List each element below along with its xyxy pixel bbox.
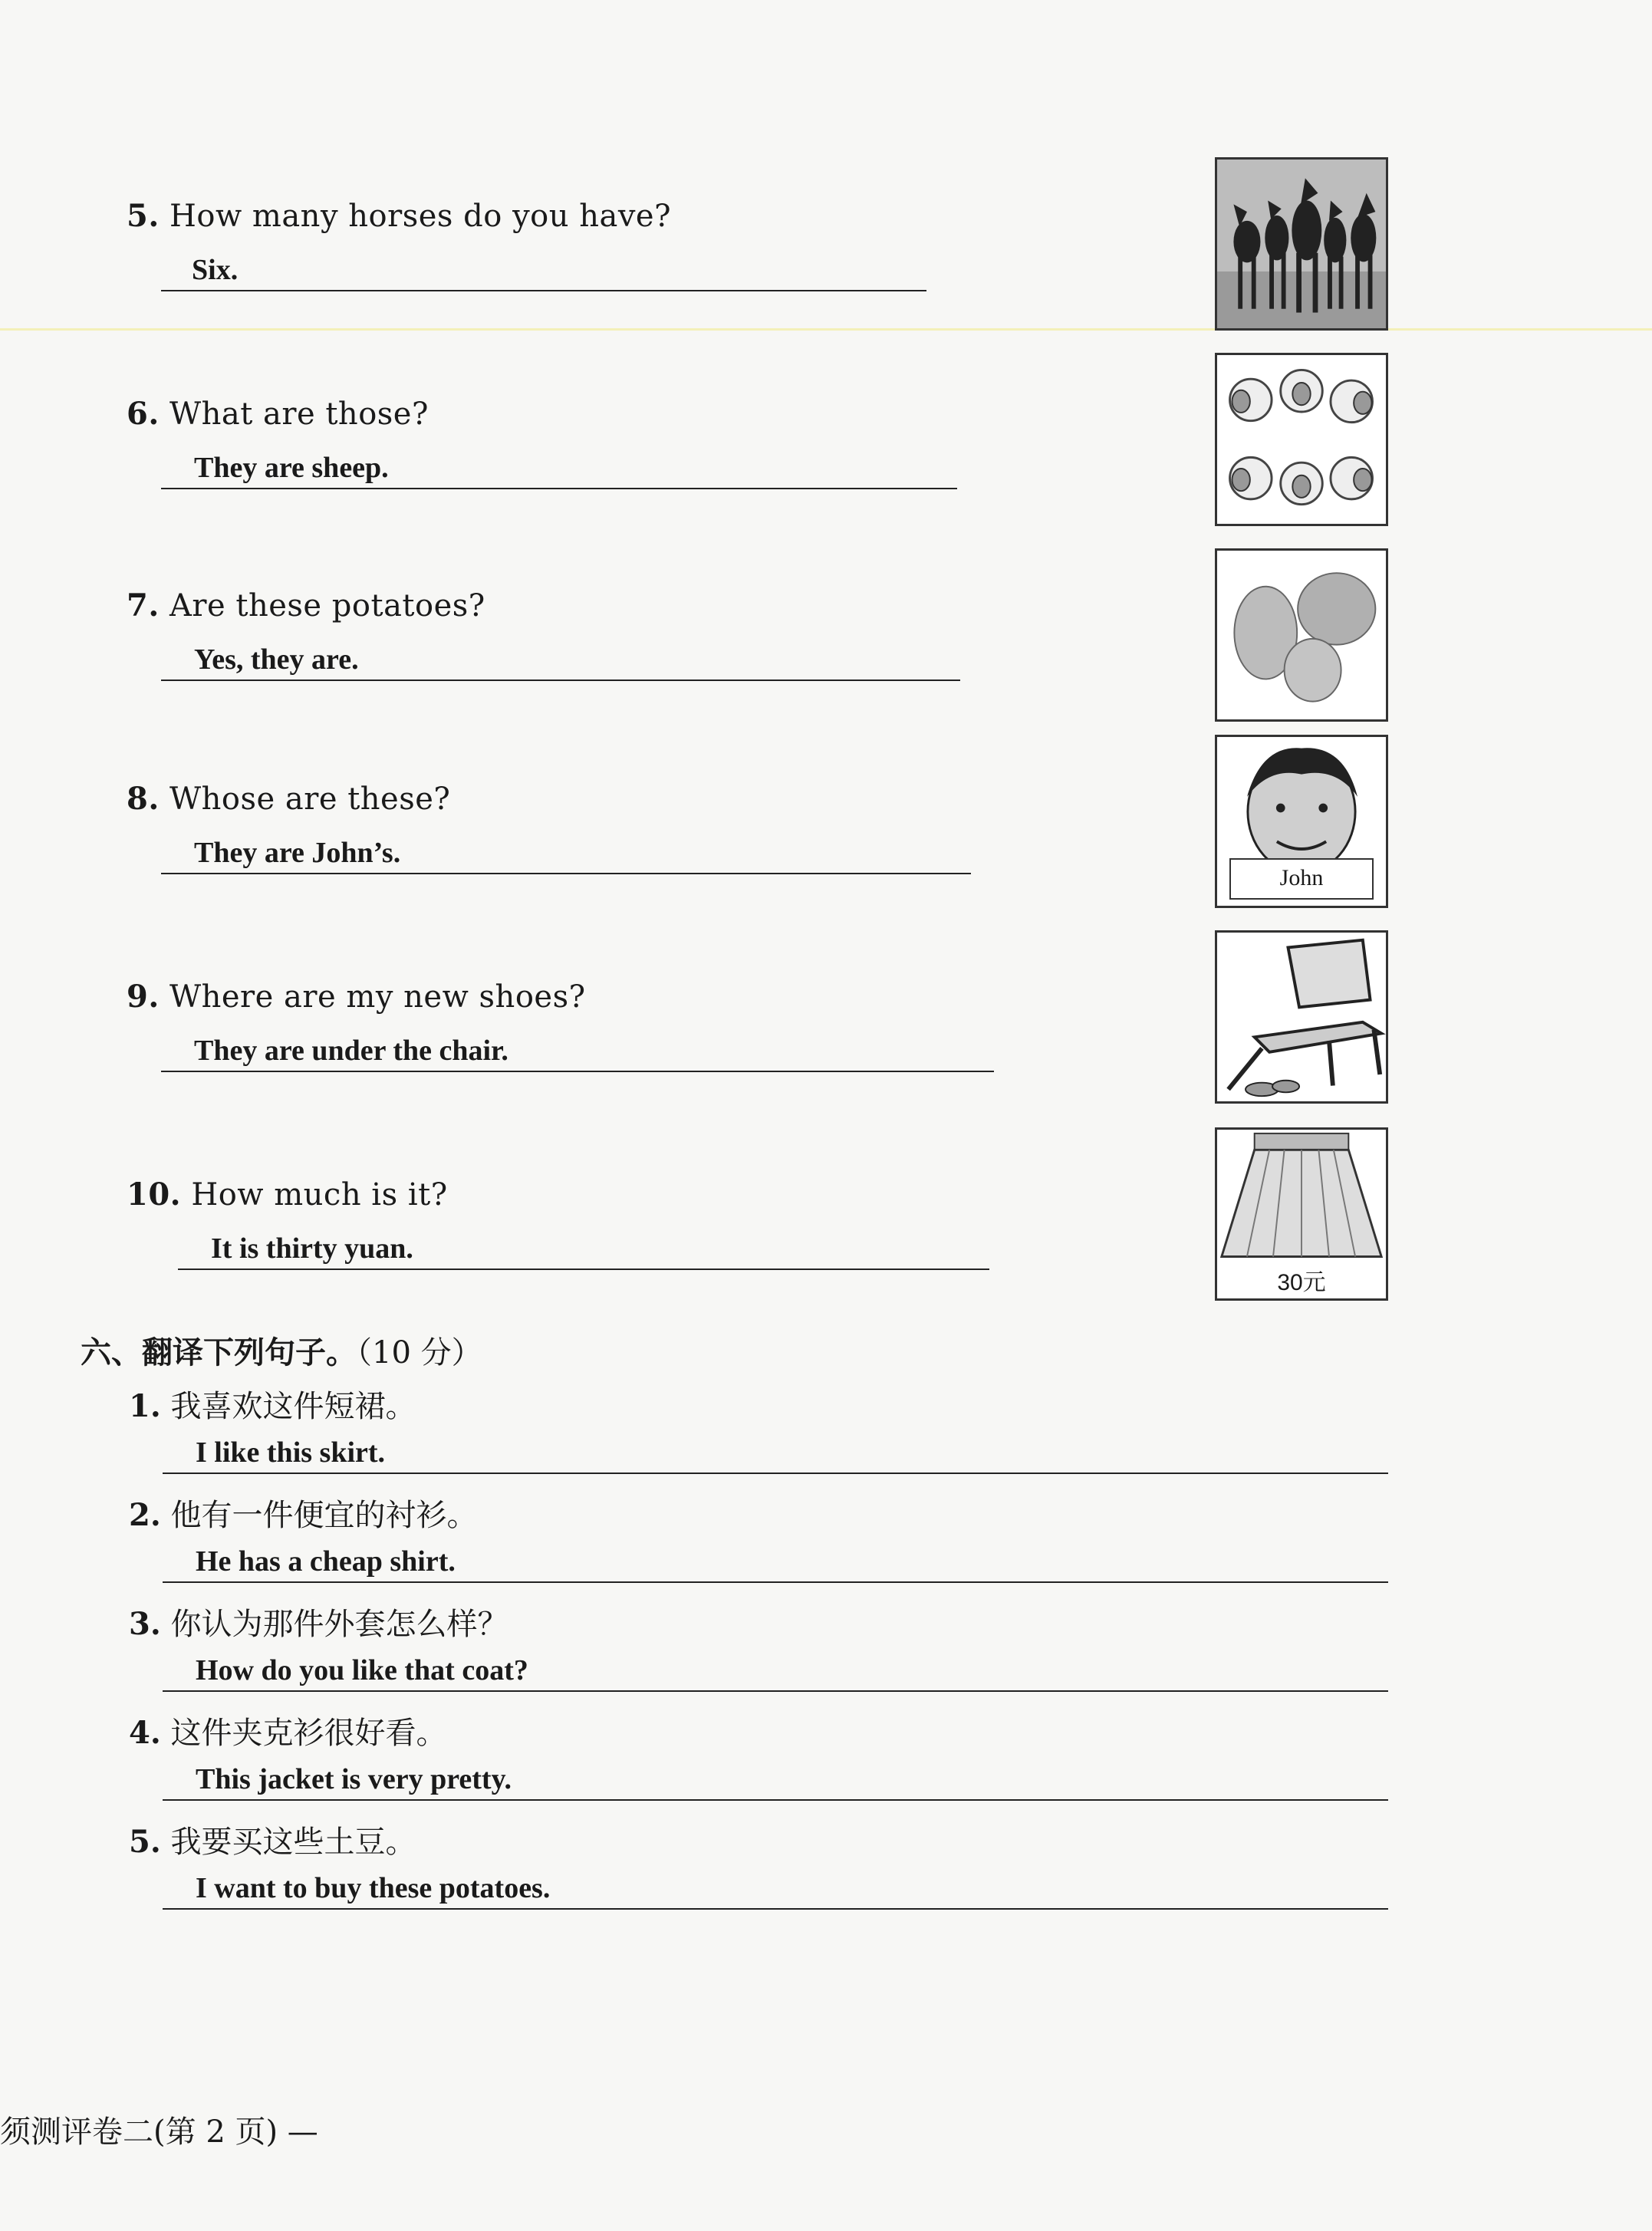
question-number: 7. bbox=[127, 587, 160, 624]
translate-item-3 bbox=[129, 1600, 508, 1644]
translation-answer-2: He has a cheap shirt. bbox=[196, 1545, 456, 1578]
skirt-picture bbox=[1215, 1127, 1388, 1301]
translate-item-4 bbox=[129, 1709, 446, 1752]
boy-john-picture bbox=[1215, 735, 1388, 908]
item-number: 2. bbox=[129, 1497, 161, 1533]
question-text: Where are my new shoes? bbox=[169, 979, 586, 1015]
potatoes-icon bbox=[1217, 551, 1386, 719]
answer-6: They are sheep. bbox=[194, 452, 389, 484]
answer-line bbox=[163, 1581, 1388, 1583]
answer-line bbox=[161, 290, 926, 291]
item-number: 5. bbox=[129, 1824, 161, 1860]
answer-line bbox=[161, 873, 971, 874]
chinese-sentence: 我喜欢这件短裙。 bbox=[170, 1389, 416, 1424]
section-title: 六、翻译下列句子。 bbox=[81, 1335, 357, 1371]
question-number: 8. bbox=[127, 781, 160, 817]
question-5 bbox=[127, 198, 671, 234]
answer-line bbox=[161, 1071, 994, 1072]
answer-line bbox=[161, 488, 957, 489]
question-8 bbox=[127, 781, 450, 817]
section-6-heading bbox=[81, 1328, 482, 1372]
translation-answer-1: I like this skirt. bbox=[196, 1436, 386, 1469]
horses-icon bbox=[1217, 160, 1386, 328]
answer-line bbox=[163, 1473, 1388, 1474]
horses-picture bbox=[1215, 157, 1388, 331]
answer-9: They are under the chair. bbox=[194, 1035, 508, 1067]
question-text: Whose are these? bbox=[169, 782, 451, 817]
answer-10: It is thirty yuan. bbox=[211, 1232, 413, 1265]
translate-item-1 bbox=[129, 1382, 416, 1426]
answer-line bbox=[163, 1799, 1388, 1801]
chinese-sentence: 这件夹克衫很好看。 bbox=[170, 1716, 447, 1751]
question-6 bbox=[127, 396, 429, 432]
question-text: Are these potatoes? bbox=[169, 588, 485, 624]
potatoes-picture bbox=[1215, 548, 1388, 722]
translate-item-2 bbox=[129, 1491, 477, 1535]
chair-icon bbox=[1217, 933, 1386, 1101]
answer-line bbox=[161, 680, 960, 681]
question-text: How many horses do you have? bbox=[169, 199, 672, 234]
translation-answer-4: This jacket is very pretty. bbox=[196, 1763, 512, 1795]
question-number: 10. bbox=[127, 1176, 182, 1213]
price-label: 30元 bbox=[1277, 1270, 1326, 1295]
chair-shoes-picture bbox=[1215, 930, 1388, 1104]
answer-8: They are John’s. bbox=[194, 837, 401, 869]
page-footer: 须测评卷二(第 2 页) — bbox=[0, 2114, 318, 2150]
item-number: 3. bbox=[129, 1606, 161, 1642]
answer-5: Six. bbox=[192, 254, 239, 286]
answer-line bbox=[163, 1690, 1388, 1692]
answer-line bbox=[178, 1269, 989, 1270]
question-text: How much is it? bbox=[191, 1177, 448, 1213]
chinese-sentence: 你认为那件外套怎么样？ bbox=[170, 1607, 508, 1642]
sheep-icon bbox=[1217, 355, 1386, 524]
chinese-sentence: 他有一件便宜的衬衫。 bbox=[170, 1498, 478, 1533]
section-points: （10 分） bbox=[357, 1335, 482, 1371]
page-fold-line bbox=[0, 328, 1652, 331]
item-number: 4. bbox=[129, 1715, 161, 1751]
answer-line bbox=[163, 1908, 1388, 1910]
question-number: 5. bbox=[127, 198, 160, 234]
name-tag: John bbox=[1229, 858, 1374, 900]
question-10 bbox=[127, 1176, 448, 1213]
item-number: 1. bbox=[129, 1388, 161, 1424]
question-9 bbox=[127, 979, 586, 1015]
translate-item-5 bbox=[129, 1818, 416, 1861]
translation-answer-5: I want to buy these potatoes. bbox=[196, 1872, 551, 1904]
question-number: 6. bbox=[127, 396, 160, 432]
question-number: 9. bbox=[127, 979, 160, 1015]
question-7 bbox=[127, 587, 485, 624]
question-text: What are those? bbox=[169, 397, 429, 432]
translation-answer-3: How do you like that coat? bbox=[196, 1654, 528, 1686]
sheep-picture bbox=[1215, 353, 1388, 526]
answer-7: Yes, they are. bbox=[194, 643, 359, 676]
chinese-sentence: 我要买这些土豆。 bbox=[170, 1825, 416, 1860]
